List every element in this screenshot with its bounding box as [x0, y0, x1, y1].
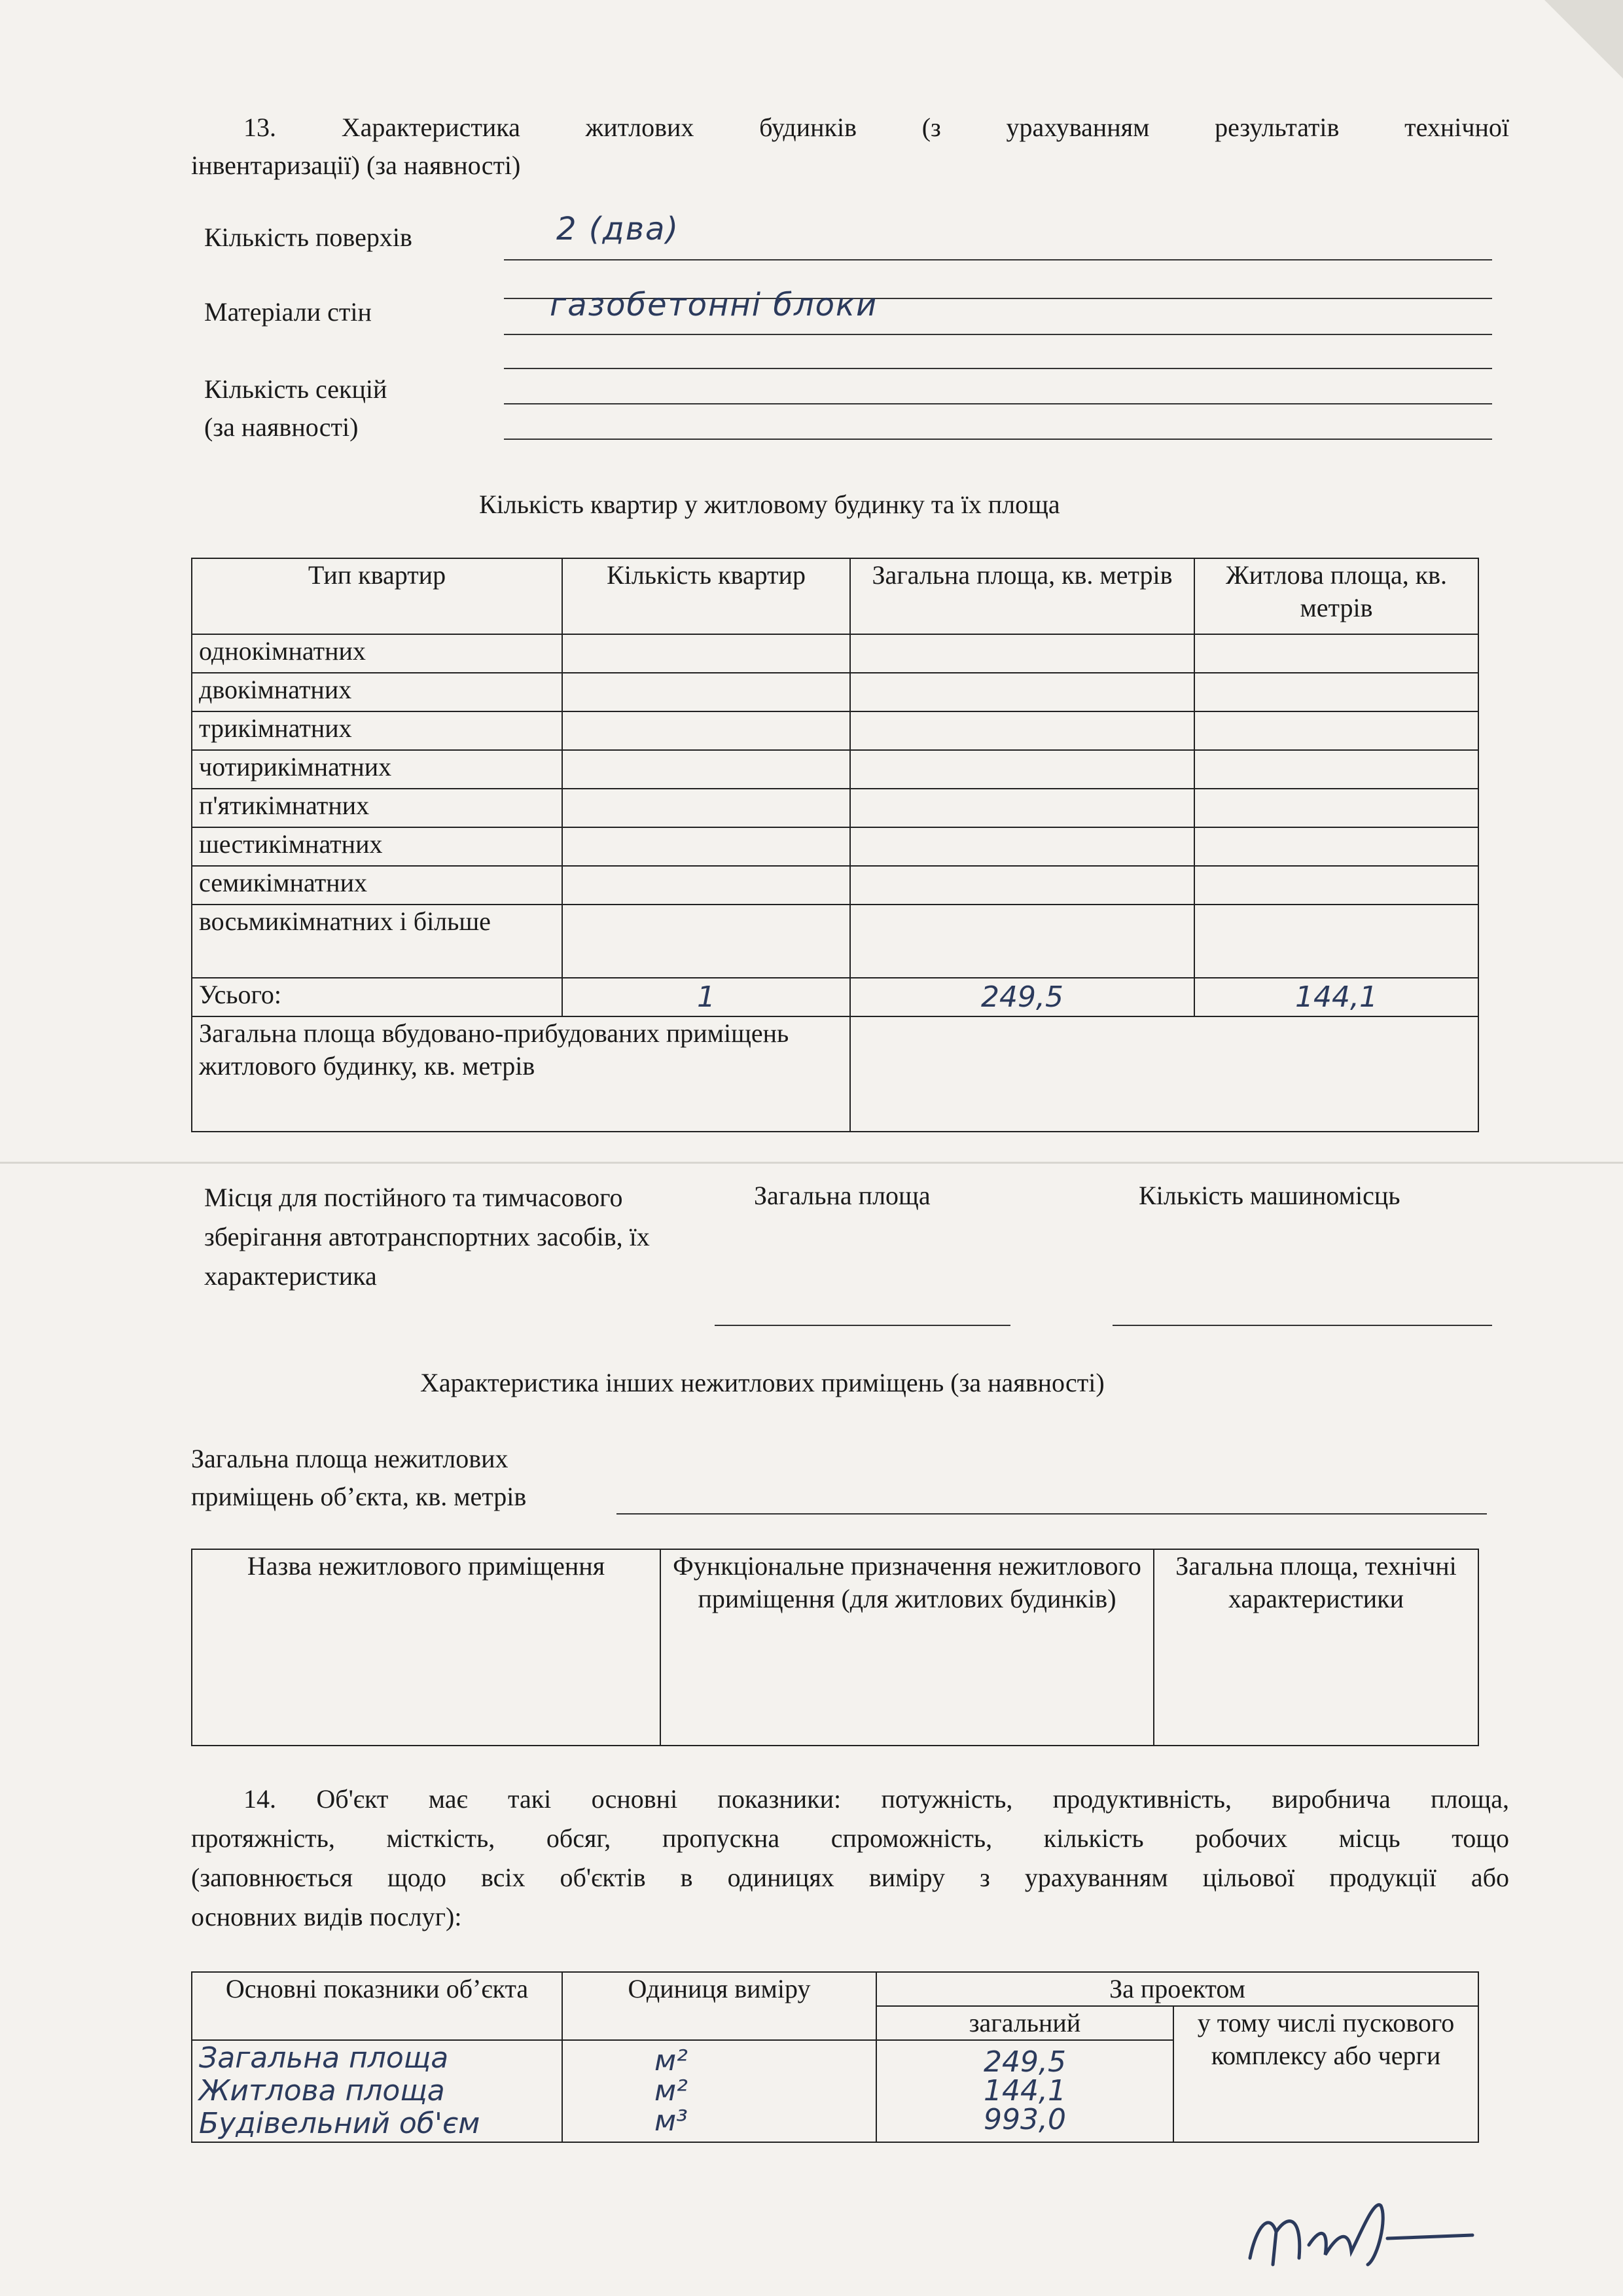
apt-row-label: трикімнатних [192, 711, 562, 750]
nonres-header-name: Назва нежитлового приміщення [192, 1549, 660, 1746]
apt-header-count: Кількість квартир [562, 558, 850, 634]
nonres-header-area: Загальна площа, технічні характеристики [1154, 1549, 1478, 1746]
apt-header-type: Тип квартир [192, 558, 562, 634]
ind-row-value: 993,0 [984, 2103, 1066, 2136]
apt-row-label: шестикімнатних [192, 827, 562, 866]
nonres-area-label: Загальна площа нежитлових [191, 1444, 508, 1473]
sections-line-1 [504, 368, 1492, 369]
sections-line-3 [504, 439, 1492, 440]
apt-row-label: восьмикімнатних і більше [192, 905, 562, 978]
apartments-heading: Кількість квартир у житловому будинку та їх площа [479, 490, 1060, 519]
apt-header-living-area: Житлова площа, кв. метрів [1194, 558, 1478, 634]
ind-header-project: За проектом [876, 1972, 1478, 2006]
apt-total-living: 144,1 [1194, 978, 1478, 1016]
parking-places-label: Кількість машиномісць [1139, 1181, 1400, 1210]
nonres-area-label-2: приміщень об’єкта, кв. метрів [191, 1482, 527, 1511]
section14-line-4: основних видів послуг): [191, 1902, 462, 1931]
indicators-table [191, 1971, 1479, 2143]
ind-row-unit: м² [654, 2074, 688, 2108]
walls-value: газобетонні блоки [550, 287, 878, 323]
apt-row-label: семикімнатних [192, 866, 562, 905]
signature [1237, 2186, 1486, 2284]
apt-row-label: чотирикімнатних [192, 750, 562, 789]
parking-label: Місця для постійного та тимчасового зберігання автотранспортних засобів, їх характеристика [204, 1183, 650, 1291]
ind-row-name: Загальна площа [199, 2041, 449, 2075]
section14-line-3: (заповнюється щодо всіх об'єктів в одиницях виміру з урахуванням цільової продукції або [191, 1863, 1509, 1892]
floors-underline [504, 259, 1492, 260]
parking-places-line [1113, 1325, 1492, 1326]
apt-builtin-label: Загальна площа вбудовано-прибудованих приміщень житлового будинку, кв. метрів [192, 1016, 850, 1132]
ind-header-indicators: Основні показники об’єкта [192, 1972, 562, 2040]
section14-line-2: протяжність, місткість, обсяг, пропускна спроможність, кількість робочих місць тощо [191, 1823, 1509, 1853]
ind-row-name: Будівельний об'єм [199, 2107, 480, 2140]
ind-row-unit: м² [654, 2044, 688, 2077]
sections-label-2: (за наявності) [204, 412, 359, 442]
ind-header-total: загальний [876, 2006, 1173, 2040]
ind-header-unit: Одиниця виміру [562, 1972, 876, 2040]
walls-underline [504, 334, 1492, 335]
apt-row-label: однокімнатних [192, 634, 562, 673]
parking-area-label: Загальна площа [754, 1181, 931, 1210]
ind-row-name: Житлова площа [199, 2074, 445, 2108]
ind-values-cell [876, 2040, 1173, 2142]
ind-header-incl: у тому числі пускового комплексу або черги [1173, 2006, 1478, 2142]
ind-names-cell [192, 2040, 562, 2142]
page-fold-line [0, 1162, 1623, 1164]
parking-area-line [715, 1325, 1010, 1326]
nonres-area-line [616, 1513, 1487, 1515]
nonres-heading: Характеристика інших нежитлових приміщень (за наявності) [420, 1368, 1105, 1397]
floors-value: 2 (два) [556, 211, 680, 247]
sections-label: Кількість секцій [204, 374, 387, 404]
apt-row-label: п'ятикімнатних [192, 789, 562, 827]
folded-corner [1544, 0, 1623, 79]
ind-row-value: 144,1 [984, 2074, 1066, 2108]
section13-title: 13. Характеристика житлових будинків (з урахуванням результатів технічної [243, 113, 1509, 142]
walls-label: Матеріали стін [204, 297, 372, 327]
ind-row-unit: м³ [654, 2104, 688, 2138]
ind-units-cell [562, 2040, 876, 2142]
nonres-table [191, 1549, 1479, 1746]
section14-line-1: 14. Об'єкт має такі основні показники: потужність, продуктивність, виробнича площа, [243, 1784, 1509, 1814]
apt-row-label: двокімнатних [192, 673, 562, 711]
apartments-table [191, 558, 1479, 1132]
floors-label: Кількість поверхів [204, 223, 412, 252]
apt-header-total-area: Загальна площа, кв. метрів [850, 558, 1194, 634]
apt-total-area: 249,5 [850, 978, 1194, 1016]
section13-title-cont: інвентаризації) (за наявності) [191, 151, 521, 180]
apt-total-label: Усього: [192, 978, 562, 1016]
apt-total-count: 1 [562, 978, 850, 1016]
nonres-header-purpose: Функціональне призначення нежитлового приміщення (для житлових будинків) [660, 1549, 1154, 1746]
ind-row-value: 249,5 [984, 2045, 1066, 2079]
sections-line-2 [504, 403, 1492, 404]
